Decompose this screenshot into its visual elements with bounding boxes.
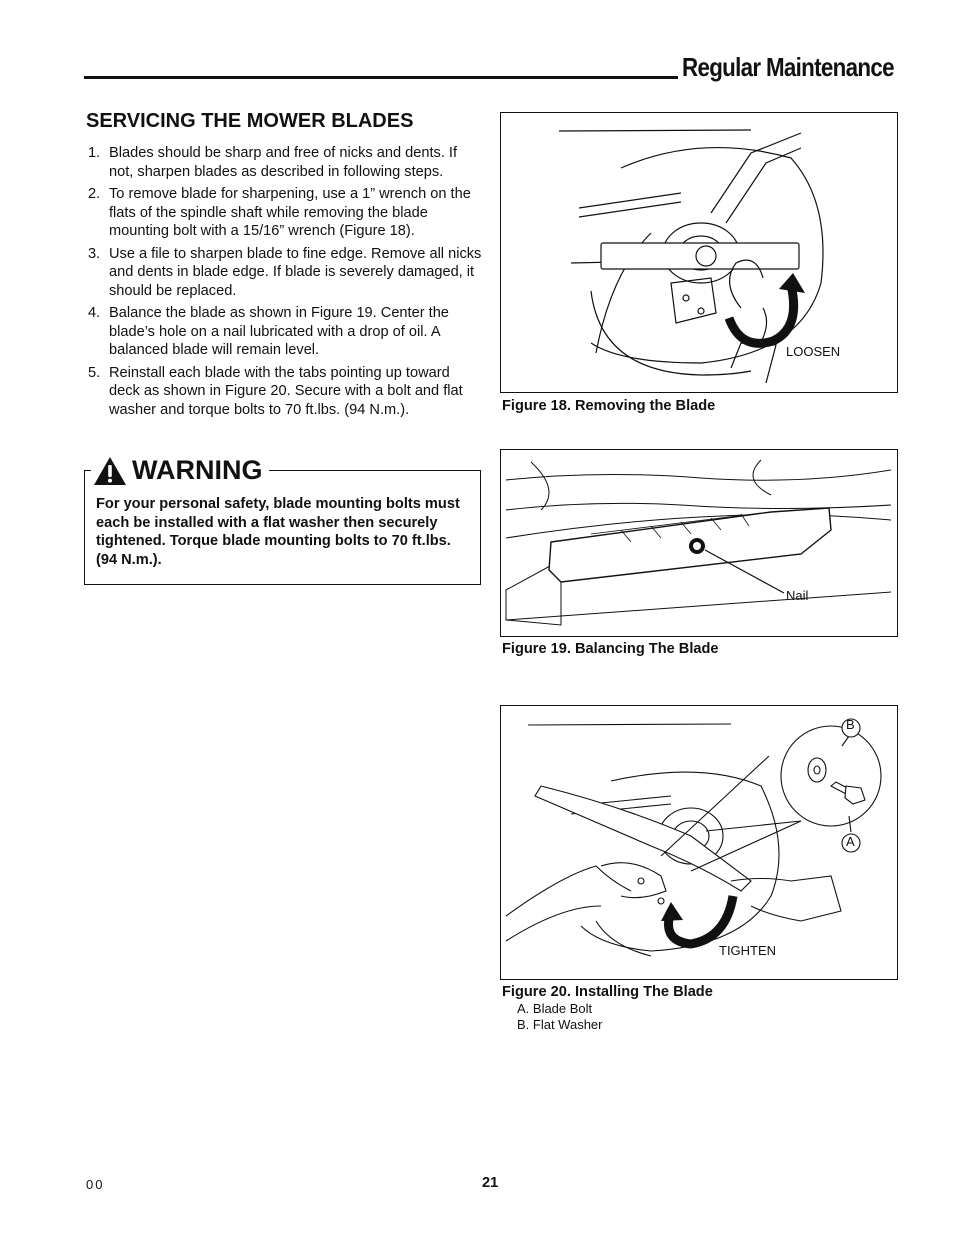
footer-code: 00 [86,1177,105,1192]
step-text: To remove blade for sharpening, use a 1” wrench on the flats of the spindle shaft while removing the blade mounting bolt with a 15/16” wrench (Figure 18). [109,186,471,239]
warning-label: WARNING [132,455,263,485]
step-number: 4. [88,305,101,321]
page-header-title: Regular Maintenance [682,52,894,82]
figure-20-legend [517,1001,602,1032]
step-text: Reinstall each blade with the tabs pointing up toward deck as shown in Figure 20. Secure with a bolt and flat washer and torque bolts to 70 ft.lbs. (94 N.m.). [109,364,463,418]
step-number: 5. [88,364,101,381]
installing-blade-illustration [501,706,897,979]
step-text: Balance the blade as shown in Figure 19. Center the blade’s hole on a nail lubricated with a drop of oil. A balanced blade will remain level. [109,305,449,358]
step-text: Use a file to sharpen blade to fine edge. Remove all nicks and dents in blade edge. If blade is severely damaged, it should be replaced. [109,245,482,299]
section-title: SERVICING THE MOWER BLADES [86,110,414,132]
list-item [86,144,484,181]
callout-b: B [846,717,855,732]
figure-19-balancing-blade [500,449,898,637]
warning-triangle-icon [93,456,127,486]
legend-item-a: A. Blade Bolt [517,1001,593,1016]
figure-19-caption: Figure 19. Balancing The Blade [502,641,719,657]
figure-18-caption: Figure 18. Removing the Blade [502,398,716,414]
figure-18-removing-blade [500,112,898,393]
figure-20-installing-blade [500,705,898,980]
list-item [86,364,484,420]
legend-item-b: B. Flat Washer [517,1016,603,1032]
list-item [86,245,484,301]
callout-a: A [846,834,855,849]
step-number: 2. [88,186,101,202]
step-number: 3. [88,245,101,262]
tighten-label: TIGHTEN [719,943,777,958]
balancing-blade-illustration [501,450,897,636]
step-text: Blades should be sharp and free of nicks and dents. If not, sharpen blades as described in following steps. [109,145,458,180]
page-number: 21 [482,1175,499,1191]
step-number: 1. [88,145,101,161]
steps-list [86,144,484,423]
warning-text: For your personal safety, blade mounting bolts must each be installed with a flat washer then securely tightened. Torque blade mounting bolts to 70 ft.lbs. (94 N.m.). [96,496,460,568]
nail-label: Nail [786,588,809,603]
loosen-label: LOOSEN [786,344,841,359]
header-rule [84,76,678,79]
warning-heading [91,455,269,486]
figure-20-caption: Figure 20. Installing The Blade [502,984,713,1000]
list-item [86,304,484,360]
list-item [86,185,484,241]
